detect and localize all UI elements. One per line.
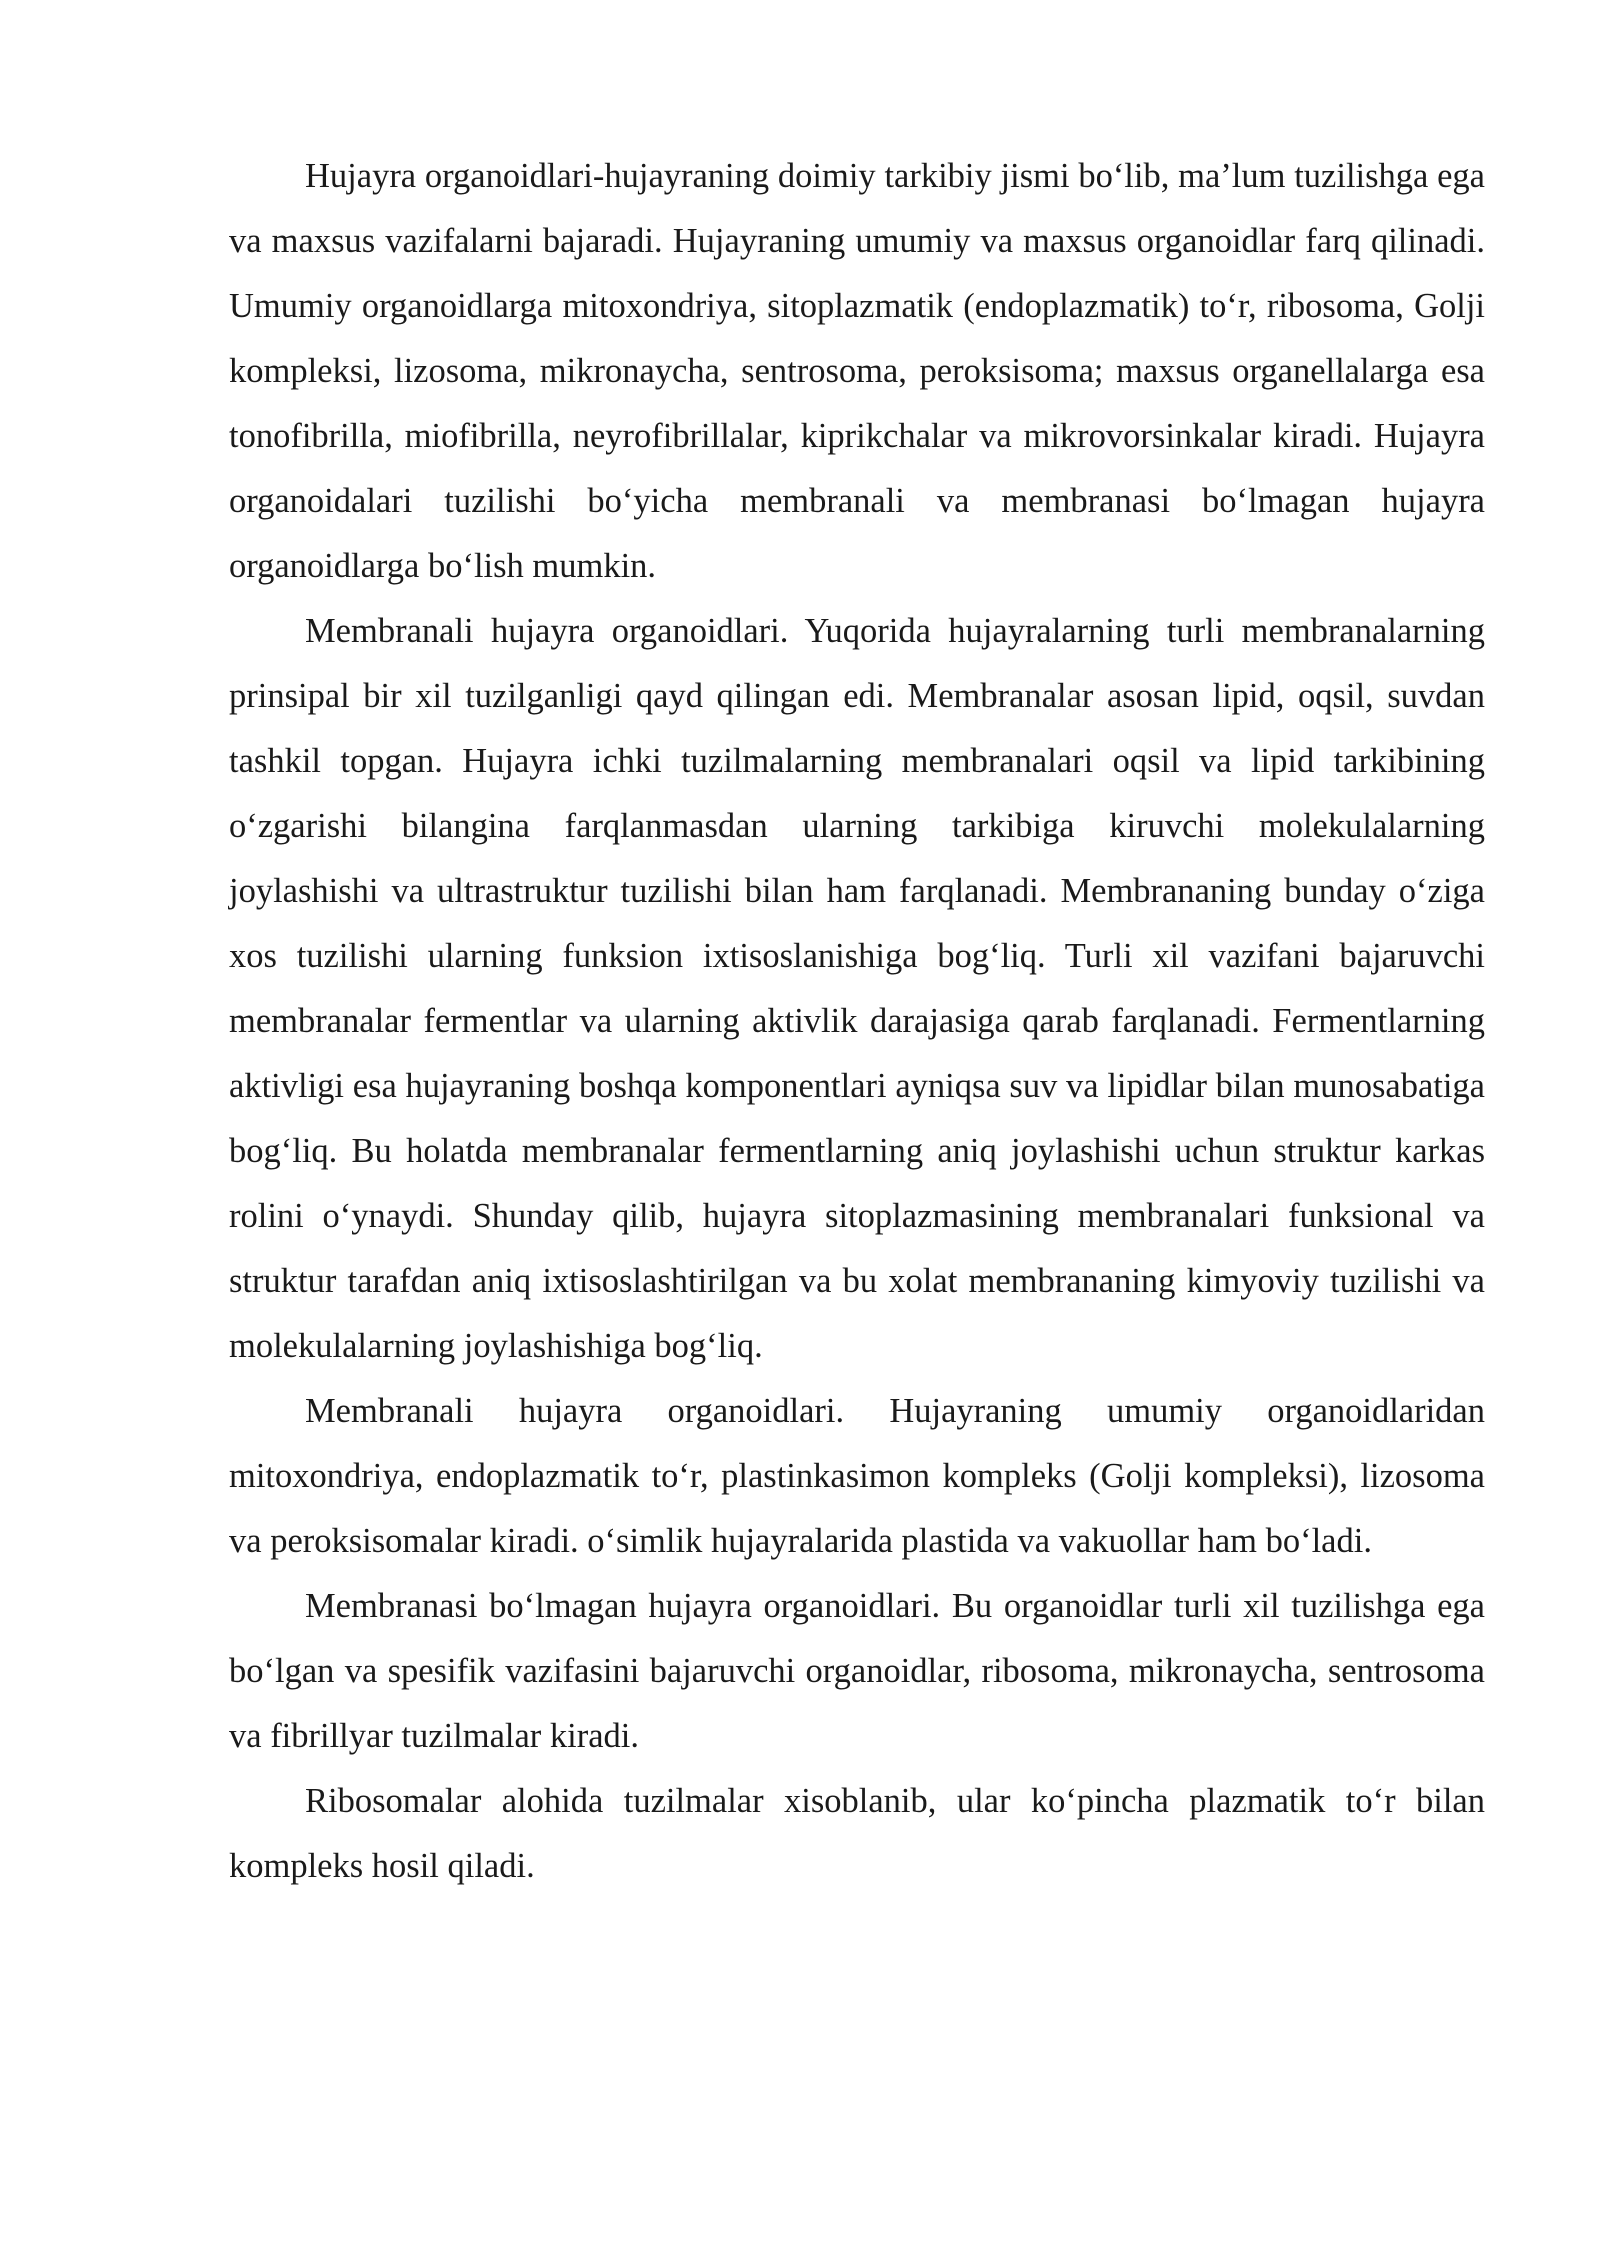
paragraph-organoids-intro: Hujayra organoidlari-hujayraning doimiy tarkibiy jismi bo‘lib, ma’lum tuzilishga ega va maxsus vazifalarni bajaradi. Hujayraning umumiy va maxsus organoidlar farq qilinadi. Umumiy organoidlarga mitoxondriya, sitoplazmatik (endoplazmatik) to‘r, ribosoma, Golji kompleksi, lizosoma, mikronaycha, sentrosoma, peroksisoma; maxsus organellalarga esa tonofibrilla, miofibrilla, neyrofibrillalar, kiprikchalar va mikrovorsinkalar kiradi. Hujayra organoidalari tuzilishi bo‘yicha membranali va membranasi bo‘lmagan hujayra organoidlarga bo‘lish mumkin. — [229, 157, 1485, 585]
paragraph-membranous-organoids-list: Membranali hujayra organoidlari. Hujayraning umumiy organoidlaridan mitoxondriya, endoplazmatik to‘r, plastinkasimon kompleks (Golji kompleksi), lizosoma va peroksisomalar kiradi. o‘simlik hujayralarida plastida va vakuollar ham bo‘ladi. — [229, 1392, 1485, 1560]
paragraph-ribosomes: Ribosomalar alohida tuzilmalar xisoblanib, ular ko‘pincha plazmatik to‘r bilan kompleks hosil qiladi. — [229, 1782, 1485, 1885]
paragraph-non-membranous-organoids: Membranasi bo‘lmagan hujayra organoidlari. Bu organoidlar turli xil tuzilishga ega bo‘lgan va spesifik vazifasini bajaruvchi organoidlar, ribosoma, mikronaycha, sentrosoma va fibrillyar tuzilmalar kiradi. — [229, 1587, 1485, 1755]
paragraph-membranous-organoids: Membranali hujayra organoidlari. Yuqorida hujayralarning turli membranalarning prinsipal bir xil tuzilganligi qayd qilingan edi. Membranalar asosan lipid, oqsil, suvdan tashkil topgan. Hujayra ichki tuzilmalarning membranalari oqsil va lipid tarkibining o‘zgarishi bilangina farqlanmasdan ularning tarkibiga kiruvchi molekulalarning joylashishi va ultrastruktur tuzilishi bilan ham farqlanadi. Membrananing bunday o‘ziga xos tuzilishi ularning funksion ixtisoslanishiga bog‘liq. Turli xil vazifani bajaruvchi membranalar fermentlar va ularning aktivlik darajasiga qarab farqlanadi. Fermentlarning aktivligi esa hujayraning boshqa komponentlari ayniqsa suv va lipidlar bilan munosabatiga bog‘liq. Bu holatda membranalar fermentlarning aniq joylashishi uchun struktur karkas rolini o‘ynaydi. Shunday qilib, hujayra sitoplazmasining membranalari funksional va struktur tarafdan aniq ixtisoslashtirilgan va bu xolat membrananing kimyoviy tuzilishi va molekulalarning joylashishiga bog‘liq. — [229, 612, 1485, 1365]
document-body — [229, 144, 1485, 1899]
